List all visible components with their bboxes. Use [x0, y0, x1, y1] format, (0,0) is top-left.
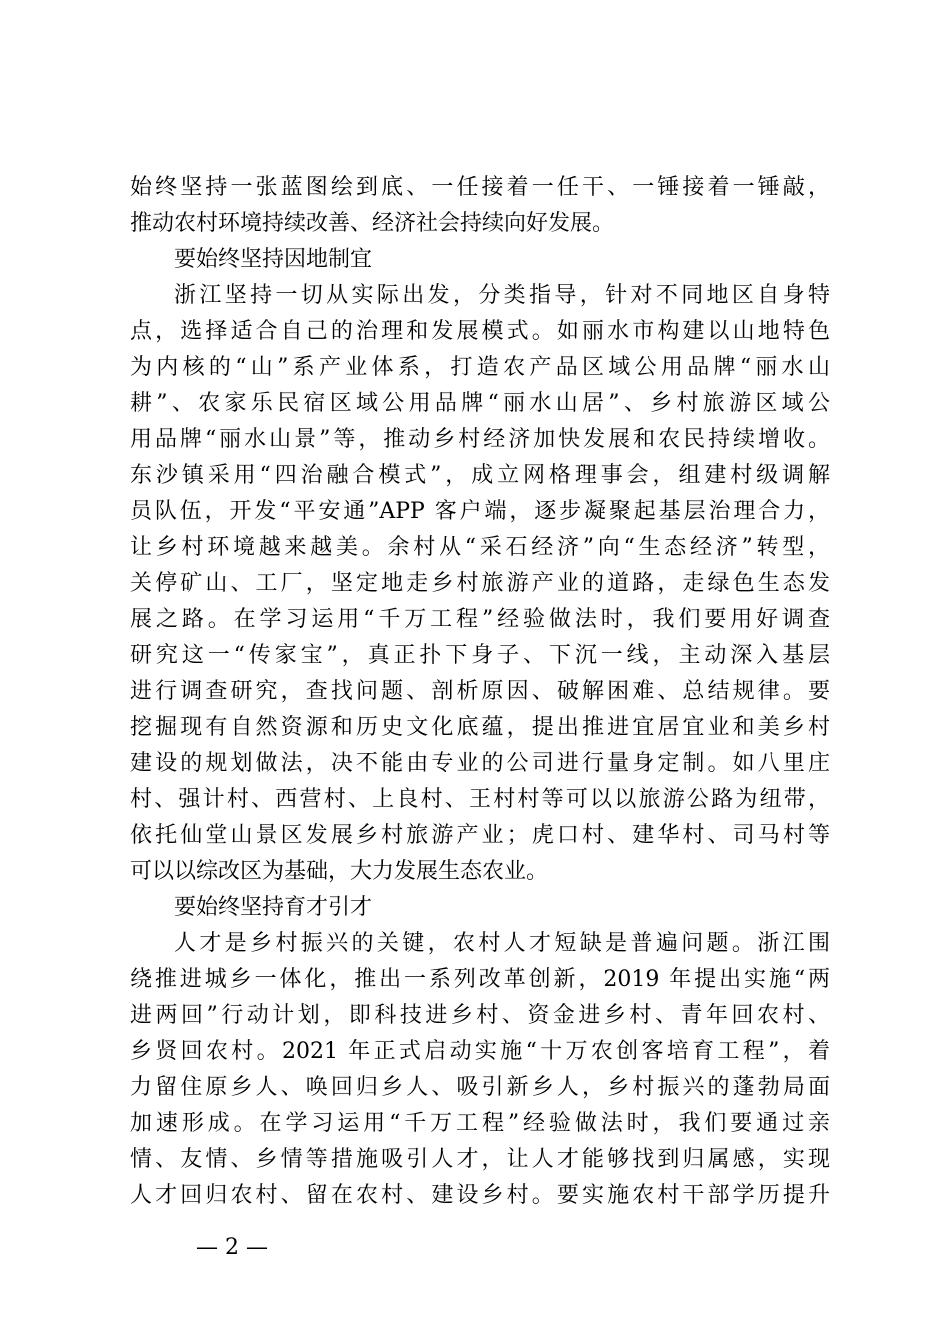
text-line: 乡贤回农村。2021 年正式启动实施“十万农创客培育工程”，着	[130, 1039, 830, 1064]
text-line: 东沙镇采用“四治融合模式”，成立网格理事会，组建村级调解	[130, 463, 830, 488]
text-line: 建设的规划做法，决不能由专业的公司进行量身定制。如八里庄	[130, 751, 830, 776]
text-line: 绕推进城乡一体化，推出一系列改革创新，2019 年提出实施“两	[130, 967, 830, 992]
page-number: — 2 —	[196, 1235, 268, 1260]
text-line: 关停矿山、工厂，坚定地走乡村旅游产业的道路，走绿色生态发	[130, 571, 830, 596]
section-heading: 要始终坚持因地制宜	[174, 247, 373, 272]
text-line: 人才是乡村振兴的关键，农村人才短缺是普遍问题。浙江围	[174, 931, 830, 956]
text-line: 依托仙堂山景区发展乡村旅游产业；虎口村、建华村、司马村等	[130, 823, 830, 848]
body-text	[130, 170, 830, 1214]
text-line: 浙江坚持一切从实际出发，分类指导，针对不同地区自身特	[174, 283, 830, 308]
text-line: 力留住原乡人、唤回归乡人、吸引新乡人，乡村振兴的蓬勃局面	[130, 1075, 830, 1100]
section-heading: 要始终坚持育才引才	[174, 895, 373, 920]
text-line: 始终坚持一张蓝图绘到底、一任接着一任干、一锤接着一锤敲，	[130, 175, 830, 200]
text-line: 推动农村环境持续改善、经济社会持续向好发展。	[130, 211, 615, 236]
text-line: 员队伍，开发“平安通”APP 客户端，逐步凝聚起基层治理合力，	[130, 499, 830, 524]
text-line: 用品牌“丽水山景”等，推动乡村经济加快发展和农民持续增收。	[130, 427, 830, 452]
text-line: 加速形成。在学习运用“千万工程”经验做法时，我们要通过亲	[130, 1111, 830, 1136]
text-line: 展之路。在学习运用“千万工程”经验做法时，我们要用好调查	[130, 607, 830, 632]
text-line: 进行调查研究，查找问题、剖析原因、破解困难、总结规律。要	[130, 679, 830, 704]
text-line: 人才回归农村、留在农村、建设乡村。要实施农村干部学历提升	[130, 1183, 830, 1208]
text-line: 为内核的“山”系产业体系，打造农产品区域公用品牌“丽水山	[130, 355, 830, 380]
text-line: 让乡村环境越来越美。余村从“采石经济”向“生态经济”转型，	[130, 535, 830, 560]
text-line: 研究这一“传家宝”，真正扑下身子、下沉一线，主动深入基层	[130, 643, 830, 668]
text-line: 情、友情、乡情等措施吸引人才，让人才能够找到归属感，实现	[130, 1147, 830, 1172]
text-line: 耕”、农家乐民宿区域公用品牌“丽水山居”、乡村旅游区域公	[130, 391, 830, 416]
text-line: 点，选择适合自己的治理和发展模式。如丽水市构建以山地特色	[130, 319, 830, 344]
text-line: 进两回”行动计划，即科技进乡村、资金进乡村、青年回农村、	[130, 1003, 830, 1028]
text-line: 可以以综改区为基础，大力发展生态农业。	[130, 859, 549, 884]
text-line: 村、强计村、西营村、上良村、王村村等可以以旅游公路为纽带，	[130, 787, 830, 812]
text-line: 挖掘现有自然资源和历史文化底蕴，提出推进宜居宜业和美乡村	[130, 715, 830, 740]
